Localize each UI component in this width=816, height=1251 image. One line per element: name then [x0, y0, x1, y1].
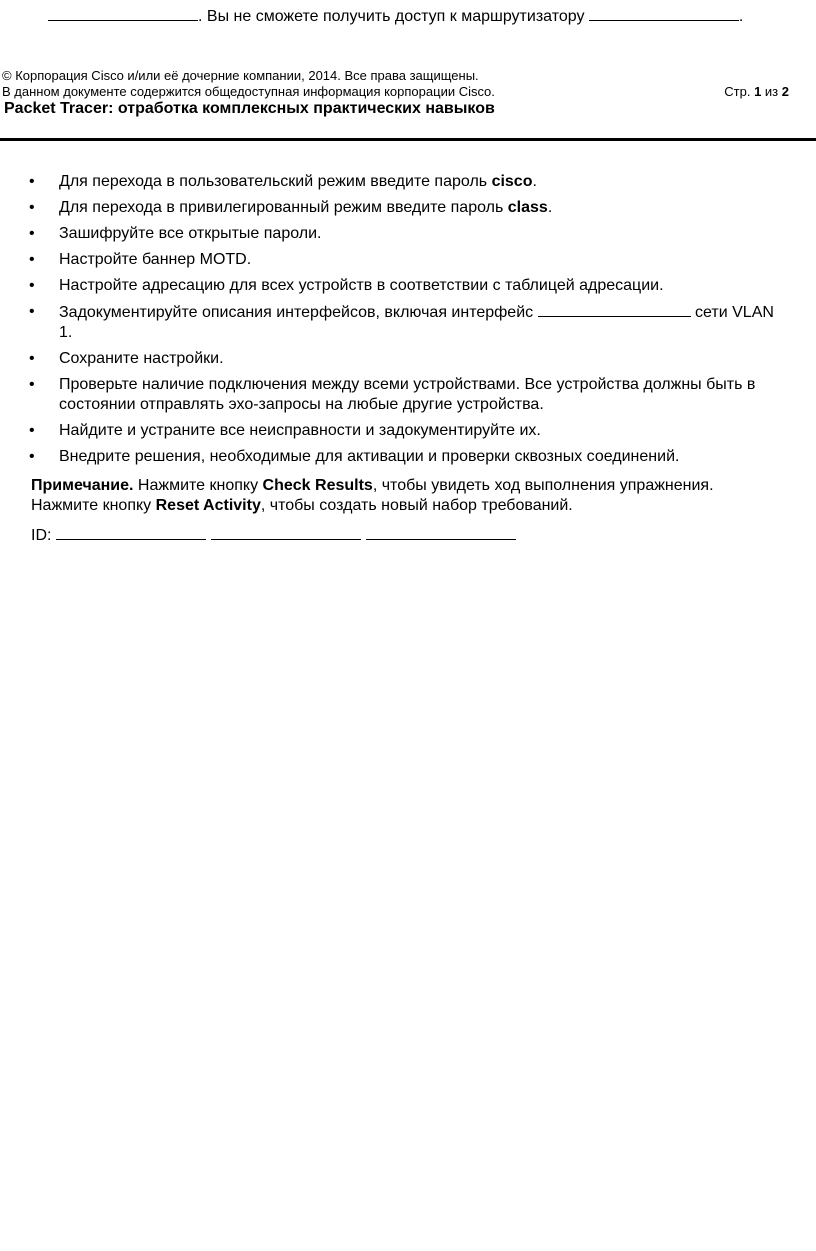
- item-text: Зашифруйте все открытые пароли.: [59, 225, 322, 242]
- bullet-icon: •: [29, 225, 35, 242]
- bullet-icon: •: [29, 376, 35, 393]
- id-blank: [366, 525, 516, 540]
- item-text: .: [532, 173, 537, 190]
- note-text: , чтобы создать новый набор требований.: [260, 497, 573, 514]
- bullet-icon: •: [29, 277, 35, 294]
- id-blank: [211, 525, 361, 540]
- note-text: Нажмите кнопку: [31, 497, 156, 514]
- item-text: Внедрите решения, необходимые для активации и проверки сквозных соединений.: [59, 448, 680, 465]
- bullet-icon: •: [29, 422, 35, 439]
- list-item: [0, 447, 816, 467]
- page-separator: из: [761, 84, 782, 99]
- id-line: [31, 525, 521, 545]
- page-title: Packet Tracer: отработка комплексных практических навыков: [4, 100, 495, 117]
- top-instruction-line: [48, 6, 743, 26]
- item-password: class: [507, 199, 548, 216]
- header-divider: [0, 138, 816, 141]
- item-text: Для перехода в привилегированный режим введите пароль: [59, 199, 508, 216]
- page-current: 1: [754, 84, 762, 99]
- note-text: , чтобы увидеть ход выполнения упражнения.: [372, 477, 714, 494]
- bullet-icon: •: [29, 199, 35, 216]
- check-results-label: Check Results: [262, 477, 373, 494]
- list-item: [0, 375, 816, 415]
- list-item: [0, 349, 816, 369]
- fill-in-blank: [538, 302, 691, 317]
- list-item: [0, 421, 816, 441]
- item-text: Для перехода в пользовательский режим введите пароль: [59, 173, 492, 190]
- disclaimer-notice: В данном документе содержится общедоступная информация корпорации Cisco.: [2, 84, 495, 99]
- item-text: Задокументируйте описания интерфейсов, включая интерфейс: [59, 304, 538, 321]
- id-label: ID:: [31, 527, 56, 544]
- note-label: Примечание.: [31, 477, 134, 494]
- note-text: Нажмите кнопку: [133, 477, 263, 494]
- list-item: [0, 250, 816, 270]
- bullet-icon: •: [29, 173, 35, 190]
- item-text: .: [547, 199, 553, 216]
- list-item: [0, 302, 816, 343]
- list-item: [0, 198, 816, 218]
- bullet-icon: •: [29, 350, 35, 367]
- page-total: 2: [781, 84, 789, 99]
- list-item: [0, 276, 816, 296]
- item-text: Настройте адресацию для всех устройств в соответствии с таблицей адресации.: [59, 277, 664, 294]
- bullet-icon: •: [29, 448, 35, 465]
- item-text: сети VLAN: [690, 304, 774, 321]
- item-password: cisco: [491, 173, 533, 190]
- copyright-notice: © Корпорация Cisco и/или её дочерние компании, 2014. Все права защищены.: [2, 68, 479, 83]
- reset-activity-label: Reset Activity: [155, 497, 261, 514]
- top-line-end: .: [738, 8, 744, 25]
- item-text: Проверьте наличие подключения между всеми устройствами. Все устройства должны быть в: [59, 376, 756, 393]
- page-number: [724, 84, 789, 99]
- top-line-text: . Вы не сможете получить доступ к маршрутизатору: [198, 8, 589, 25]
- list-item: [0, 224, 816, 244]
- item-text: 1.: [59, 324, 73, 341]
- note-paragraph: [31, 476, 791, 516]
- page-prefix: Стр.: [724, 84, 755, 99]
- id-blank: [56, 525, 206, 540]
- requirements-list: [0, 172, 816, 473]
- bullet-icon: •: [29, 303, 35, 320]
- item-text: Найдите и устраните все неисправности и задокументируйте их.: [59, 422, 541, 439]
- fill-in-blank: [589, 6, 739, 21]
- item-text: Настройте баннер MOTD.: [59, 251, 252, 268]
- item-text: Сохраните настройки.: [59, 350, 224, 367]
- fill-in-blank: [48, 6, 198, 21]
- item-text: состоянии отправлять эхо-запросы на любые другие устройства.: [59, 396, 544, 413]
- bullet-icon: •: [29, 251, 35, 268]
- list-item: [0, 172, 816, 192]
